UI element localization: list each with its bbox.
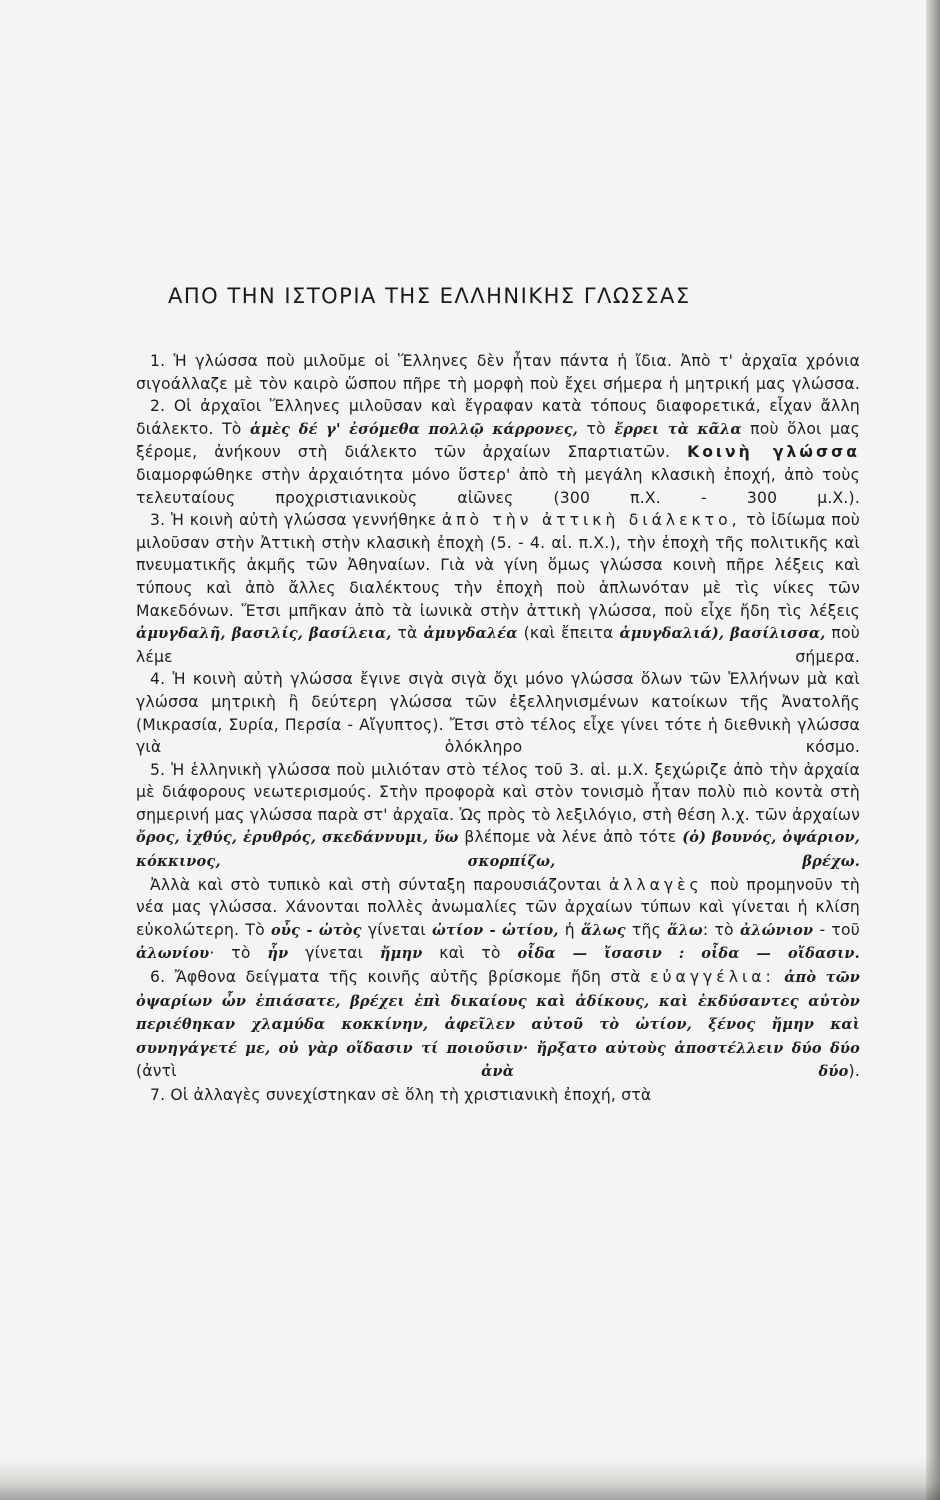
document-body: [136, 284, 860, 1107]
p2-text-g: διαμορφώθηκε στὴν ἀρχαιότητα μόνο ὕστερ' ἀπὸ τὴ μεγάλη κλασικὴ ἐποχή, ἀπὸ τοὺς τελευταίους προχριστιανικοὺς αἰῶνες (300 π.Χ. - 300 μ.Χ.).: [136, 465, 860, 507]
p3-text-c: τὸ ἰδίωμα ποὺ μιλοῦσαν στὴν Ἀττικὴ στὴν κλασικὴ ἐποχὴ (5. - 4. αἱ. π.Χ.), τὴν ἐποχὴ τῆς πολιτικῆς καὶ πνευματικῆς ἀκμῆς τῶν Ἀθηναίων. Γιὰ νὰ γίνη ὅμως γλώσσα κοινὴ πῆρε λέξεις καὶ τύπους καὶ ἀπὸ ἄλλες διαλέκτους τὴν ἐποχὴ ποὺ ἁπλωνόταν μὲ τὶς νίκες τῶν Μακεδόνων. Ἔτσι μπῆκαν ἀπὸ τὰ ἰωνικὰ στὴν ἀττικὴ γλώσσα, ποὺ εἶχε ἤδη τὶς λέξεις: [136, 511, 860, 620]
page-edge-shadow: [926, 0, 940, 1500]
p5b-spaced-changes: ἀλλαγὲς: [608, 875, 703, 894]
p2-quote-1: ἁμὲς δέ γ' ἐσόμεθα πολλῷ κάρρονες,: [250, 420, 578, 438]
p6-ana-dyo: ἀνὰ δύο: [481, 1063, 849, 1081]
p5b-form-8: ἤμην: [379, 945, 423, 963]
p6-text-d: (ἀντὶ: [136, 1062, 177, 1081]
paragraph-5b: [136, 874, 860, 966]
p5-words-new: (ὁ) βουνός, ὀψάριον, κόκκινος, σκορπίζω, βρέχω.: [136, 829, 860, 871]
p5-words-ancient: ὄρος, ἰχθύς, ἐρυθρός, σκεδάννυμι, ὕω: [136, 829, 459, 847]
paragraph-1-text: 1. Ἡ γλώσσα ποὺ μιλοῦμε οἱ Ἕλληνες δὲν ἦταν πάντα ἡ ἴδια. Ἀπὸ τ' ἀρχαῖα χρόνια σιγοάλλαζε μὲ τὸν καιρὸ ὥσπου πῆρε τὴ μορφὴ ποὺ ἔχει σήμερα ἡ μητρική μας γλώσσα.: [136, 352, 860, 393]
paragraph-7: [136, 1084, 860, 1107]
p6-text-f: ).: [848, 1062, 860, 1081]
p6-text-a: 6. Ἄφθονα δείγματα τῆς κοινῆς αὐτῆς βρίσκομε ἤδη στὰ: [150, 968, 641, 987]
p3-text-i: ποὺ λέμε σήμερα.: [136, 624, 860, 666]
p2-highlight-koine: Κοινὴ γλώσσα: [687, 443, 860, 462]
p5b-text-k: : τὸ: [702, 920, 734, 939]
p5b-text-m: - τοῦ: [819, 920, 860, 939]
page-bottom-shadow: [0, 1458, 940, 1500]
p5b-text-a: Ἀλλὰ καὶ στὸ τυπικὸ καὶ στὴ σύνταξη παρουσιάζονται: [150, 875, 602, 894]
p5b-form-4: ἅλω: [667, 921, 703, 939]
p5b-form-3: ἅλως: [581, 921, 626, 939]
page-title: ΑΠΟ ΤΗΝ ΙΣΤΟΡΙΑ ΤΗΣ ΕΛΛΗΝΙΚΗΣ ΓΛΩΣΣΑΣ: [168, 284, 691, 308]
p2-text-e: ποὺ ὅλοι μας ξέρομε, ἀνήκουν στὴ διάλεκτο τῶν ἀρχαίων Σπαρτιατῶν.: [136, 419, 860, 462]
p3-words-3: ἀμυγδαλιά), βασίλισσα,: [619, 625, 826, 643]
p5-text-c: βλέπομε νὰ λένε ἀπὸ τότε: [464, 828, 677, 847]
p6-quotes: ἀπὸ τῶν ὀψαρίων ὧν ἐπιάσατε, βρέχει ἐπὶ δικαίους καὶ ἀδίκους, καὶ ἐκδύσαντες αὐτὸν περιέθηκαν χλαμύδα κοκκίνην, ἀφεῖλεν αὐτοῦ τὸ ὠτίον, ξένος ἤμην καὶ συνηγάγετέ με, οὐ γὰρ οἴδασιν τί ποιοῦσιν· ἤρξατο αὐτοὺς ἀποστέλλειν δύο δύο: [136, 969, 860, 1057]
p5b-text-c: ποὺ προμηνοῦν τὴ νέα μας γλώσσα. Χάνονται πολλὲς ἀνωμαλίες τῶν ἀρχαίων τύπων καὶ γίνεται ἡ κλίση εὐκολώτερη. Τὸ: [136, 875, 860, 939]
paragraph-5: [136, 759, 860, 874]
p5-text-a: 5. Ἡ ἑλληνικὴ γλώσσα ποὺ μιλιόταν στὸ τέλος τοῦ 3. αἱ. μ.Χ. ξεχώριζε ἀπὸ τὴν ἀρχαία μὲ διάφορους νεωτερισμούς. Στὴν προφορὰ καὶ στὸν τονισμὸ ἦταν πολὺ πιὸ κοντὰ στὴ σημερινή μας γλώσσα παρὰ στ' ἀρχαῖα. Ὡς πρὸς τὸ λεξιλόγιο, στὴ θέση λ.χ. τῶν ἀρχαίων: [136, 760, 860, 824]
paragraph-4-text: 4. Ἡ κοινὴ αὐτὴ γλώσσα ἔγινε σιγὰ σιγὰ ὄχι μόνο γλώσσα ὅλων τῶν Ἑλλήνων μὰ καὶ γλώσσα μητρικὴ ἢ δεύτερη γλώσσα τῶν ἐξελληνισμένων κατοίκων τῆς Ἀνατολῆς (Μικρασία, Συρία, Περσία - Αἴγυπτος). Ἔτσι στὸ τέλος εἶχε γίνει τότε ἡ διεθνικὴ γλώσσα γιὰ ὁλόκληρο κόσμο.: [136, 670, 860, 757]
p6-spaced-gospels: εὐαγγέλια:: [650, 968, 775, 987]
p5b-text-e: γίνεται: [367, 920, 426, 939]
paragraph-1: [136, 350, 860, 395]
p5b-text-i: τῆς: [631, 920, 661, 939]
p5b-text-s: καὶ τὸ: [439, 944, 501, 963]
p3-text-a: 3. Ἡ κοινὴ αὐτὴ γλώσσα γεννήθηκε: [150, 511, 437, 530]
p5b-form-7: ἦν: [267, 945, 289, 963]
p5b-form-6: ἀλωνίου: [136, 945, 210, 963]
p3-text-e: τὰ: [397, 624, 418, 643]
p5b-form-2: ὠτίον - ὠτίου,: [432, 921, 559, 939]
p5b-text-g: ἡ: [564, 920, 575, 939]
p5b-form-1: οὖς - ὠτὸς: [271, 921, 362, 939]
paragraph-3: [136, 509, 860, 668]
p3-words-1: ἀμυγδαλῆ, βασιλίς, βασίλεια,: [136, 625, 392, 643]
p5b-form-5: ἀλώνιον: [739, 921, 814, 939]
paragraph-4: [136, 668, 860, 758]
p3-words-2: ἀμυγδαλέα: [423, 625, 518, 643]
paragraph-2: [136, 395, 860, 509]
p2-quote-2: ἔρρει τὰ κᾶλα: [614, 420, 742, 438]
p2-text-c: τὸ: [586, 419, 606, 438]
p3-text-g: (καὶ ἔπειτα: [523, 624, 614, 643]
p2-text-a: 2. Οἱ ἀρχαῖοι Ἕλληνες μιλοῦσαν καὶ ἔγραφαν κατὰ τόπους διαφορετικά, εἶχαν ἄλλη διάλεκτο. Τὸ: [136, 397, 860, 438]
p5b-text-q: γίνεται: [305, 944, 364, 963]
paragraph-7-text: 7. Οἱ ἀλλαγὲς συνεχίστηκαν σὲ ὅλη τὴ χριστιανικὴ ἐποχή, στὰ: [150, 1086, 652, 1104]
p5b-form-9: οἶδα — ἴσασιν : οἶδα — οἴδασιν.: [517, 945, 860, 963]
p5b-text-o: · τὸ: [209, 944, 251, 963]
p3-spaced-attic: ἀπὸ τὴν ἀττικὴ διάλεκτο,: [441, 511, 741, 530]
paragraph-6: [136, 966, 860, 1084]
